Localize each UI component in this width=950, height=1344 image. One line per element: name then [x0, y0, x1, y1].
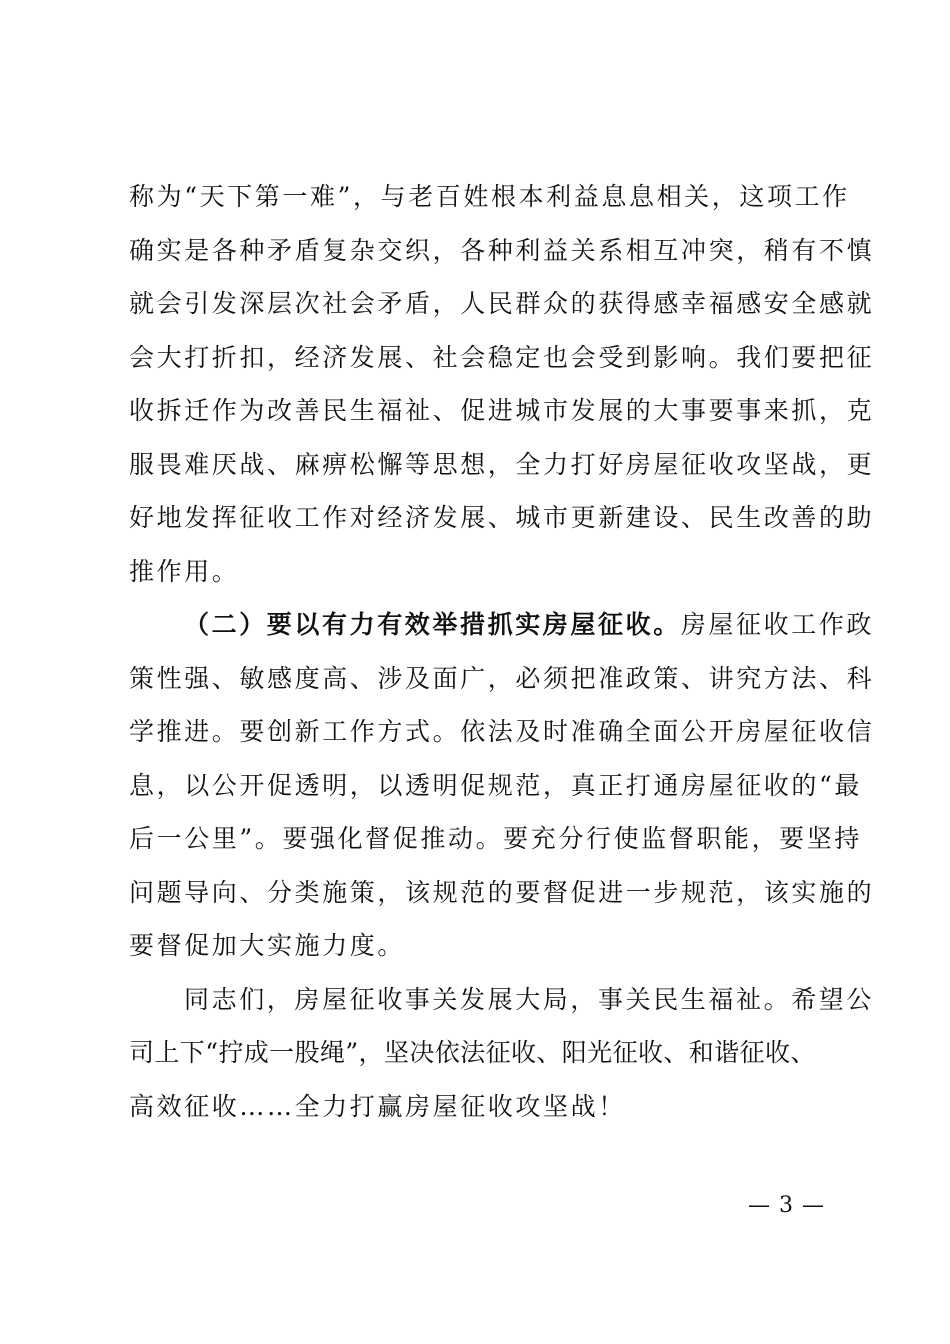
- paragraph-first-line: [129, 606, 875, 660]
- paragraph-line: 确实是各种矛盾复杂交织，各种利益关系相互冲突，稍有不慎: [129, 235, 875, 265]
- paragraph-line: 推作用。: [129, 556, 240, 586]
- paragraph-line: 息，以公开促透明，以透明促规范，真正打通房屋征收的“最: [129, 770, 862, 800]
- paragraph-line: 学推进。要创新工作方式。依法及时准确全面公开房屋征收信: [129, 717, 875, 746]
- section-heading: （二）要以有力有效举措抓实房屋征收。: [184, 610, 681, 639]
- page-number: — 3 —: [748, 1193, 825, 1218]
- paragraph-line: 就会引发深层次社会矛盾，人民群众的获得感幸福感安全感就: [129, 289, 875, 318]
- paragraph-line: 司上下“拧成一股绳”，坚决依法征收、阳光征收、和谐征收、: [129, 1038, 816, 1067]
- paragraph-line: 策性强、敏感度高、涉及面广，必须把准政策、讲究方法、科: [129, 663, 875, 693]
- paragraph-line-rest: 房屋征收工作政: [680, 610, 875, 639]
- paragraph-line: 高效征收……全力打赢房屋征收攻坚战！: [129, 1091, 626, 1121]
- paragraph-line: 好地发挥征收工作对经济发展、城市更新建设、民生改善的助: [129, 503, 875, 532]
- paragraph-2: [129, 606, 875, 981]
- paragraph-line: 问题导向、分类施策，该规范的要督促进一步规范，该实施的: [129, 877, 875, 907]
- paragraph-line: 会大打折扣，经济发展、社会稳定也会受到影响。我们要把征: [129, 342, 875, 372]
- paragraph-line: 后一公里”。要强化督促推动。要充分行使监督职能，要坚持: [129, 824, 862, 853]
- paragraph-3: [129, 981, 875, 1142]
- paragraph-line: 服畏难厌战、麻痹松懈等思想，全力打好房屋征收攻坚战，更: [129, 449, 875, 479]
- paragraph-first-line: 同志们，房屋征收事关发展大局，事关民生福祉。希望公: [184, 984, 875, 1014]
- paragraph-line: 收拆迁作为改善民生福祉、促进城市发展的大事要事来抓，克: [129, 396, 875, 425]
- paragraph-line: 称为“天下第一难”，与老百姓根本利益息息相关，这项工作: [129, 182, 850, 211]
- paragraph-1: [129, 178, 875, 606]
- body-text: [129, 178, 875, 1141]
- paragraph-line: 要督促加大实施力度。: [129, 931, 406, 960]
